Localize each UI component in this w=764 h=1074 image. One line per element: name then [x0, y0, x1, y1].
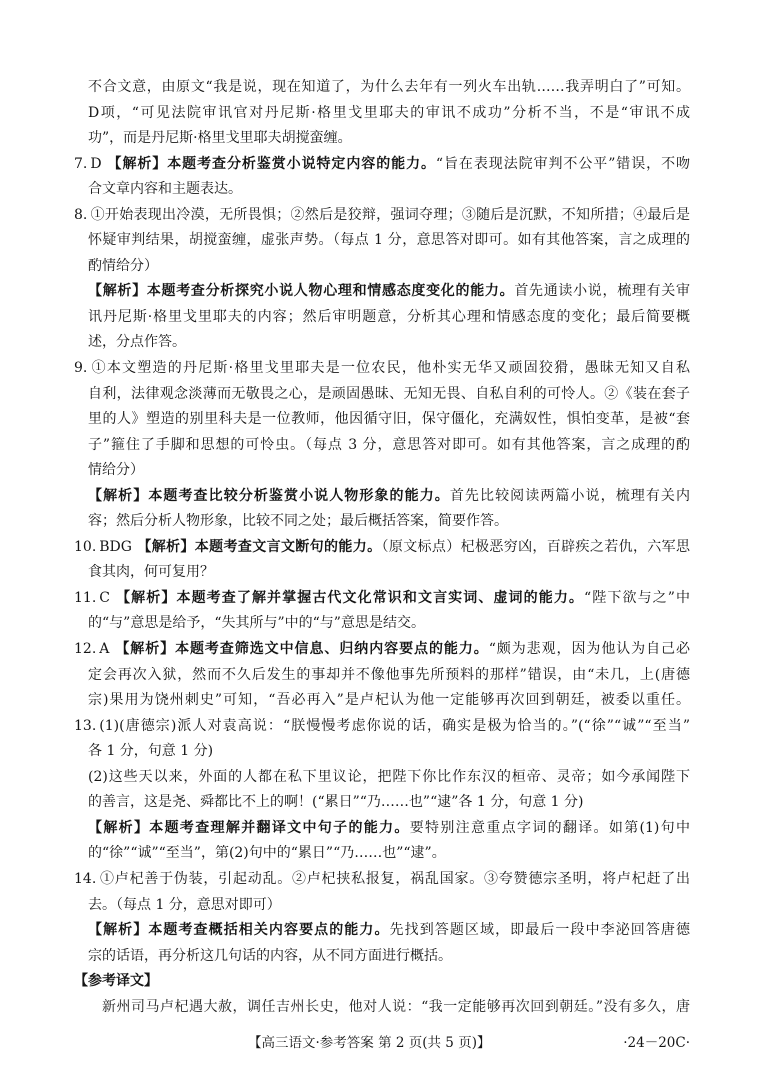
text-line: 定会再次入狱，然而不久后发生的事却并不像他事先所预料的那样”错误，由“未几，上(唐德 [88, 666, 690, 683]
answer-key: BDG [99, 538, 132, 555]
analysis-text: （原文标点）杞极恶穷凶，百辟疾之若仇，六军思 [381, 538, 690, 555]
text-line: 各 1 分，句意 1 分) [88, 743, 214, 760]
analysis-text: 要特别注意重点字词的翻译。如第(1)句中 [409, 819, 690, 836]
analysis-text: “颇为悲观，因为他认为自己必 [488, 641, 690, 658]
translation-line: 新州司马卢杞遇大赦，调任吉州长史，他对人说：“我一定能够再次回到朝廷。”没有多久，唐 [102, 998, 690, 1015]
question-number: 9. [74, 360, 88, 377]
analysis-line [88, 918, 690, 944]
analysis-focus: 本题考查了解并掌握古代文化常识和文言实词、虚词的能力。 [176, 589, 585, 606]
question-number: 14. [74, 870, 97, 887]
question-number: 8. [74, 206, 88, 223]
analysis-focus: 本题考查分析鉴赏小说特定内容的能力。 [167, 155, 436, 172]
text-line: 功”，而是丹尼斯·格里戈里耶夫胡搅蛮缠。 [88, 130, 352, 147]
analysis-focus: 本题考查文言文断句的能力。 [194, 538, 382, 555]
analysis-text: 首先比较阅读两篇小说，梳理有关内 [449, 487, 690, 504]
analysis-label: 【解析】 [114, 641, 176, 658]
text-line: 宗)果用为饶州刺史”可知，“吾必再入”是卢杞认为他一定能够再次回到朝廷，被委以重任。 [88, 692, 690, 709]
answer-text: ①开始表现出冷漠，无所畏惧；②然后是狡辩，强词夺理；③随后是沉默，不知所措；④最后是 [90, 206, 690, 223]
analysis-label: 【解析】 [88, 283, 147, 300]
question-number: 10. [74, 538, 97, 555]
analysis-line [88, 484, 690, 510]
analysis-text: “旨在表现法院审判不公平”错误，不吻 [435, 155, 690, 172]
analysis-text: 先找到答题区域，即最后一段中李泌回答唐德 [389, 922, 690, 939]
answer-text: (1)(唐德宗)派人对袁高说：“朕慢慢考虑你说的话，确实是极为恰当的。”(“徐”“诚”“至当” [99, 717, 690, 734]
text-line: 的“徐”“诚”“至当”，第(2)句中的“累日”“乃……也”“逮”。 [88, 845, 446, 862]
analysis-focus: 本题考查比较分析鉴赏小说人物形象的能力。 [148, 487, 450, 504]
answer-text: ①本文塑造的丹尼斯·格里戈里耶夫是一位农民，他朴实无华又顽固狡猾，愚昧无知又自私 [90, 360, 690, 377]
text-line: 自利，法律观念淡薄而无敬畏之心，是顽固愚昧、无知无畏、自私自利的可怜人。②《装在套子 [88, 385, 690, 402]
footer-code: ·24－20C· [623, 1035, 690, 1051]
question-12-line [74, 637, 690, 663]
page-footer [0, 1032, 764, 1054]
translation-heading: 【参考译文】 [74, 973, 158, 990]
text-line: 的善言，这是尧、舜都比不上的啊！(“累日”“乃……也”“逮”各 1 分，句意 1 分) [88, 794, 584, 811]
question-13-line [74, 714, 690, 740]
question-number: 13. [74, 717, 97, 734]
analysis-focus: 本题考查理解并翻译文中句子的能力。 [149, 819, 410, 836]
question-11-line [74, 586, 690, 612]
analysis-focus: 本题考查分析探究小说人物心理和情感态度变化的能力。 [146, 283, 515, 300]
text-line: (2)这些天以来，外面的人都在私下里议论，把陛下你比作东汉的桓帝、灵帝；如今承闻陛下 [88, 768, 690, 785]
text-line: 子”箍住了手脚和思想的可怜虫。（每点 3 分，意思答对即可。如有其他答案，言之成理的酌 [88, 436, 690, 453]
answer-key: D [90, 155, 102, 172]
text-line: 合文章内容和主题表达。 [88, 181, 242, 198]
text-line: D项，“可见法院审讯官对丹尼斯·格里戈里耶夫的审讯不成功”分析不当，不是“审讯不成 [88, 104, 690, 121]
analysis-label: 【解析】 [106, 155, 168, 172]
analysis-label: 【解析】 [88, 819, 150, 836]
text-line: 宗的话语，再分析这几句话的内容，从不同方面进行概括。 [88, 947, 452, 964]
question-10-line [74, 535, 690, 561]
analysis-label: 【解析】 [88, 487, 149, 504]
analysis-text: 首先通读小说，梳理有关审 [514, 283, 690, 300]
text-line: 的“与”意思是给予，“失其所与”中的“与”意思是结交。 [88, 615, 425, 632]
answer-text: ①卢杞善于伪装，引起动乱。②卢杞挟私报复，祸乱国家。③夸赞德宗圣明，将卢杞赶了出 [99, 870, 690, 887]
answer-key: A [99, 641, 110, 658]
analysis-label: 【解析】 [114, 589, 177, 606]
analysis-line [88, 279, 690, 305]
analysis-label: 【解析】 [88, 922, 149, 939]
analysis-text: “陛下欲与之”中 [584, 589, 690, 606]
text-line: 述，分点作答。 [88, 334, 186, 351]
text-line: 食其肉，何可复用？ [88, 564, 214, 581]
text-line: 讯丹尼斯·格里戈里耶夫的内容；然后审明题意，分析其心理和情感态度的变化；最后简要概 [88, 308, 690, 325]
text-line: 怀疑审判结果，胡搅蛮缠，虚张声势。（每点 1 分，意思答对即可。如有其他答案，言之成理的 [88, 232, 690, 249]
question-number: 12. [74, 641, 97, 658]
question-7-line [74, 152, 690, 178]
text-line: 去。（每点 1 分，意思对即可） [88, 896, 281, 913]
question-8-line [74, 203, 690, 229]
answer-key: C [99, 589, 110, 606]
question-9-line [74, 356, 690, 382]
text-line: 情给分） [88, 462, 144, 479]
text-line: 不合文意，由原文“我是说，现在知道了，为什么去年有一列火车出轨……我弄明白了”可知。 [88, 79, 690, 95]
text-line: 酌情给分） [88, 257, 158, 274]
question-number: 7. [74, 155, 88, 172]
text-line: 里的人》塑造的别里科夫是一位教师，他因循守旧，保守僵化，充满奴性，惧怕变革，是被“套 [88, 411, 690, 428]
text-line: 容；然后分析人物形象，比较不同之处；最后概括答案，简要作答。 [88, 513, 508, 530]
answer-key-page [0, 75, 764, 1020]
analysis-line [88, 816, 690, 842]
footer-title: 【高三语文·参考答案 第 2 页(共 5 页)】 [248, 1035, 491, 1051]
analysis-label: 【解析】 [136, 538, 195, 555]
analysis-focus: 本题考查筛选文中信息、归纳内容要点的能力。 [175, 641, 489, 658]
question-number: 11. [74, 589, 97, 606]
analysis-focus: 本题考查概括相关内容要点的能力。 [148, 922, 390, 939]
question-14-line [74, 867, 690, 893]
